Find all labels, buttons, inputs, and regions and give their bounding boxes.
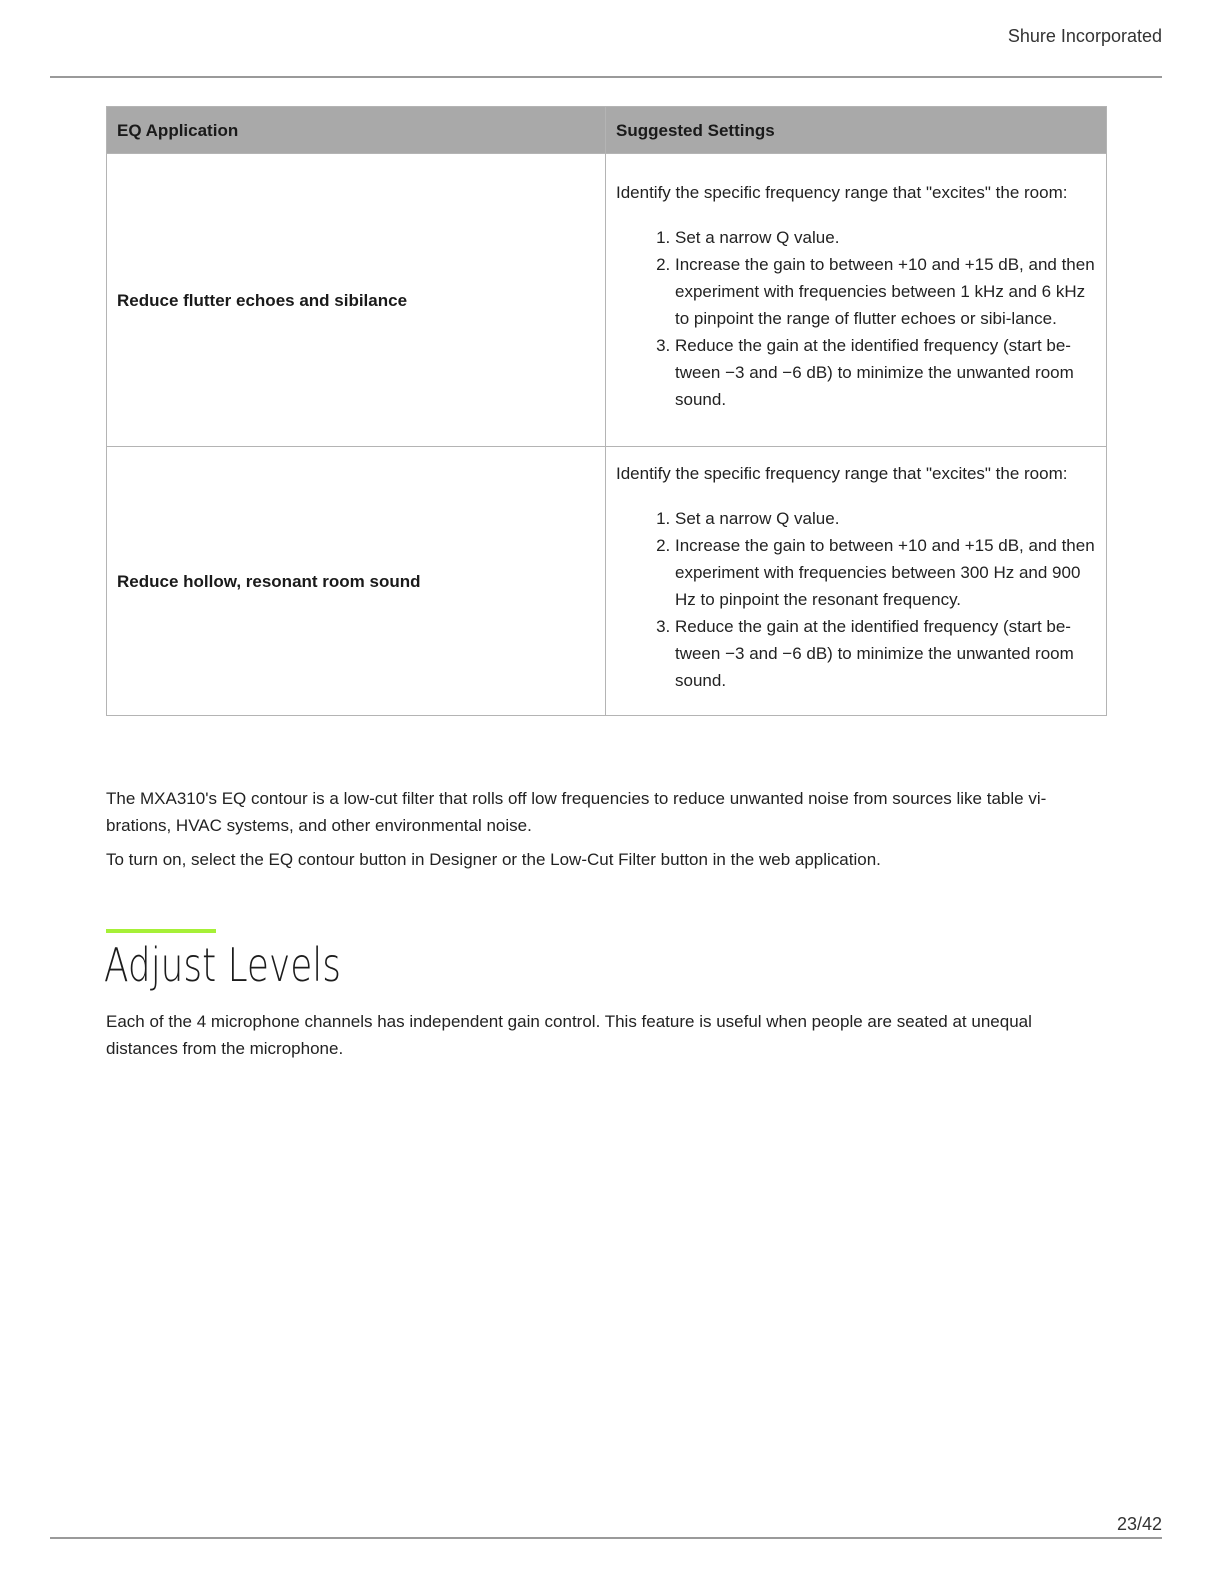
settings-step: 1. Set a narrow Q value. xyxy=(675,224,1096,251)
table-row xyxy=(107,154,1107,447)
settings-intro: Identify the specific frequency range that "excites" the room: xyxy=(616,464,1068,483)
settings-intro: Identify the specific frequency range that "excites" the room: xyxy=(616,183,1068,202)
eq-contour-paragraph: The MXA310's EQ contour is a low-cut filter that rolls off low frequencies to reduce unwanted noise from sources like table vi-brations, HVAC systems, and other environmental noise. xyxy=(106,789,1047,835)
header-company-name: Shure Incorporated xyxy=(1007,26,1162,46)
suggested-settings-cell xyxy=(606,154,1107,447)
section-title: Adjust Levels xyxy=(104,938,341,992)
page-number: 23/42 xyxy=(1116,1514,1162,1534)
settings-step: 2. Increase the gain to between +10 and +15 dB, and then experiment with frequencies between 1 kHz and 6 kHz to pinpoint the range of flutter echoes or sibi-lance. xyxy=(675,251,1096,332)
column-header-eq-application: EQ Application xyxy=(107,107,606,154)
settings-steps-list xyxy=(616,224,1096,413)
table-row xyxy=(107,447,1107,716)
adjust-levels-paragraph: Each of the 4 microphone channels has independent gain control. This feature is useful when people are seated at unequal distances from the microphone. xyxy=(106,1012,1032,1058)
settings-steps-list xyxy=(616,505,1096,694)
settings-step: 1. Set a narrow Q value. xyxy=(675,505,1096,532)
eq-application-cell: Reduce flutter echoes and sibilance xyxy=(107,154,606,447)
eq-settings-table xyxy=(106,106,1107,716)
turn-on-paragraph: To turn on, select the EQ contour button in Designer or the Low-Cut Filter button in the web application. xyxy=(106,850,881,869)
settings-step: 2. Increase the gain to between +10 and +15 dB, and then experiment with frequencies between 300 Hz and 900 Hz to pinpoint the resonant frequency. xyxy=(675,532,1096,613)
footer-divider xyxy=(50,1537,1162,1539)
suggested-settings-cell xyxy=(606,447,1107,716)
eq-application-cell: Reduce hollow, resonant room sound xyxy=(107,447,606,716)
header-divider xyxy=(50,76,1162,78)
section-accent-bar xyxy=(106,929,216,933)
settings-step: 3. Reduce the gain at the identified frequency (start be-tween −3 and −6 dB) to minimize the unwanted room sound. xyxy=(675,613,1096,694)
column-header-suggested-settings: Suggested Settings xyxy=(606,107,1107,154)
table-header-row xyxy=(107,107,1107,154)
settings-step: 3. Reduce the gain at the identified frequency (start be-tween −3 and −6 dB) to minimize the unwanted room sound. xyxy=(675,332,1096,413)
